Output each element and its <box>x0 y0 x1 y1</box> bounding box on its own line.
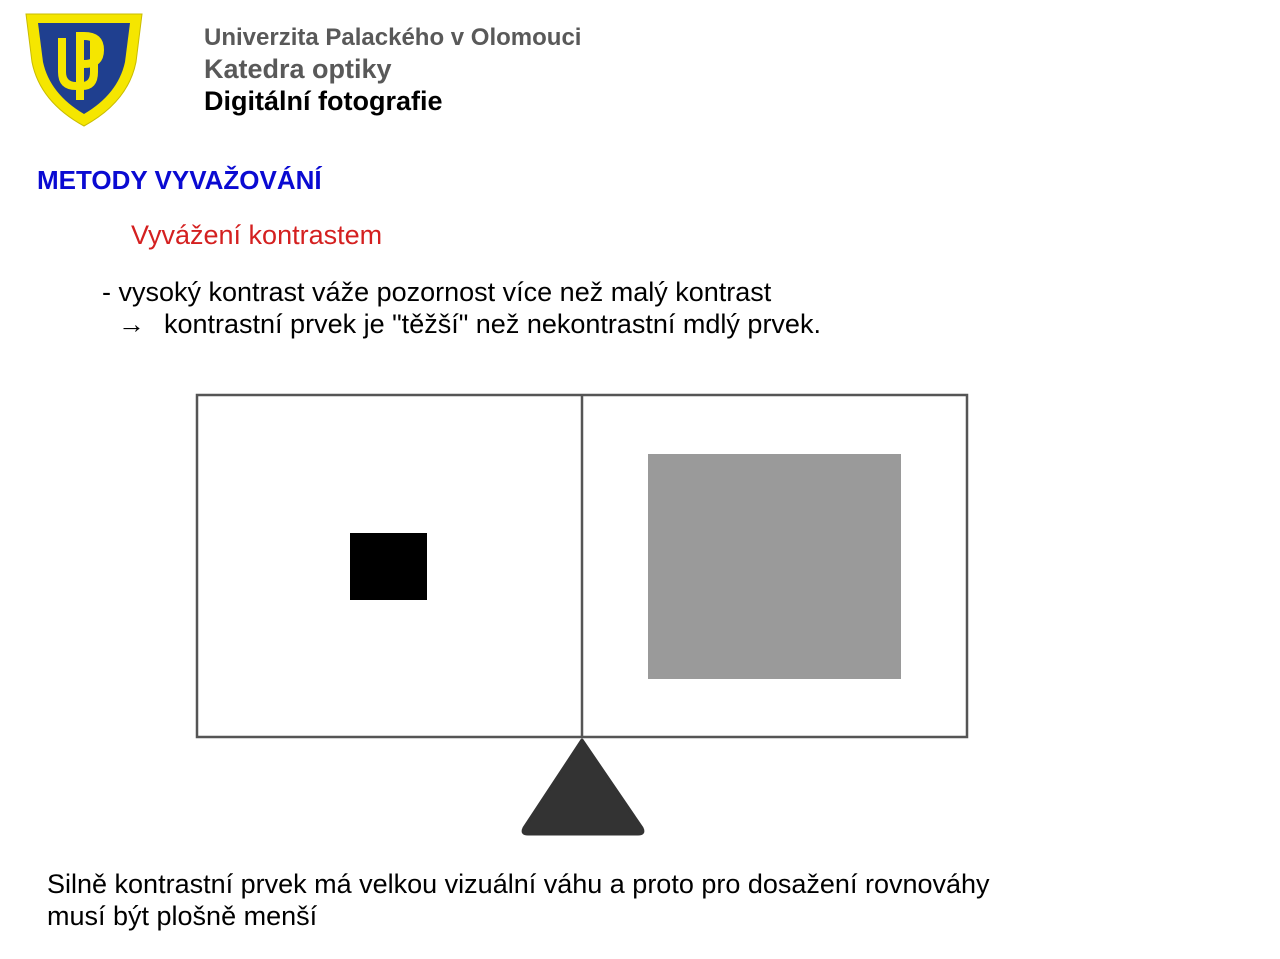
university-logo <box>24 10 144 128</box>
conclusion-line-2: musí být plošně menší <box>47 901 318 931</box>
balance-scale-diagram <box>190 388 976 843</box>
conclusion-text <box>47 868 990 932</box>
arrow-icon: → <box>118 309 145 339</box>
small-black-square <box>350 533 427 600</box>
large-gray-square <box>648 454 901 679</box>
conclusion-line-1: Silně kontrastní prvek má velkou vizuální váhu a proto pro dosažení rovnováhy <box>47 869 990 899</box>
department-name: Katedra optiky <box>204 54 392 84</box>
section-title: METODY VYVAŽOVÁNÍ <box>37 165 322 195</box>
fulcrum-triangle <box>523 740 643 834</box>
arrow-line <box>118 309 821 340</box>
section-subtitle: Vyvážení kontrastem <box>131 220 383 250</box>
university-name: Univerzita Palackého v Olomouci <box>204 24 582 51</box>
upol-shield-logo-icon <box>24 10 144 128</box>
bullet-line: - vysoký kontrast váže pozornost více než malý kontrast <box>102 277 772 307</box>
course-name: Digitální fotografie <box>204 86 443 116</box>
arrow-line-text: kontrastní prvek je "těžší" než nekontrastní mdlý prvek. <box>164 309 821 339</box>
